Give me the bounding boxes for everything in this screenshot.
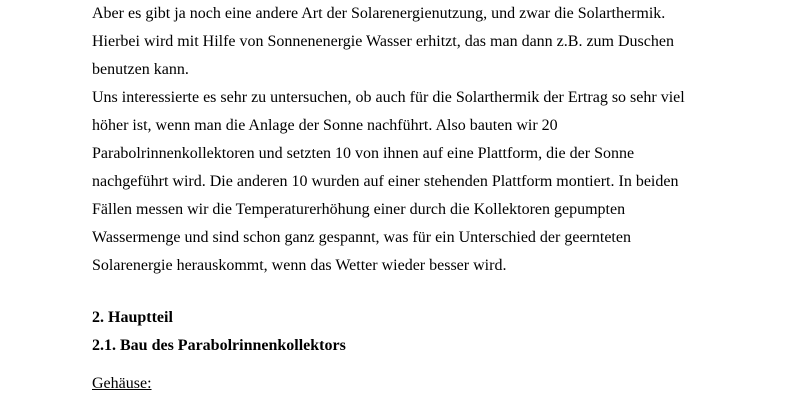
paragraph-1 <box>92 0 704 84</box>
text-line: Solarenergie herauskommt, wenn das Wetter wieder besser wird. <box>92 257 507 274</box>
subsection-heading: 2.1. Bau des Parabolrinnenkollektors <box>92 337 346 354</box>
text-line: Aber es gibt ja noch eine andere Art der Solarenergienutzung, und zwar die Solarthermik. <box>92 5 666 22</box>
text-line: nachgeführt wird. Die anderen 10 wurden auf einer stehenden Plattform montiert. In beiden <box>92 173 679 190</box>
section-heading: 2. Hauptteil <box>92 309 173 326</box>
text-line: Wassermenge und sind schon ganz gespannt, was für ein Unterschied der geernteten <box>92 229 631 246</box>
text-line: benutzen kann. <box>92 61 189 78</box>
subheading-gehaeuse: Gehäuse: <box>92 375 152 392</box>
text-line: Fällen messen wir die Temperaturerhöhung einer durch die Kollektoren gepumpten <box>92 201 626 218</box>
text-line: höher ist, wenn man die Anlage der Sonne nachführt. Also bauten wir 20 <box>92 117 558 134</box>
paragraph-2 <box>92 84 704 280</box>
text-line: Uns interessierte es sehr zu untersuchen, ob auch für die Solarthermik der Ertrag so sehr viel <box>92 89 685 106</box>
text-line: Parabolrinnenkollektoren und setzten 10 von ihnen auf eine Plattform, die der Sonne <box>92 145 635 162</box>
text-line: Hierbei wird mit Hilfe von Sonnenenergie Wasser erhitzt, das man dann z.B. zum Duschen <box>92 33 674 50</box>
spacer <box>92 280 704 304</box>
